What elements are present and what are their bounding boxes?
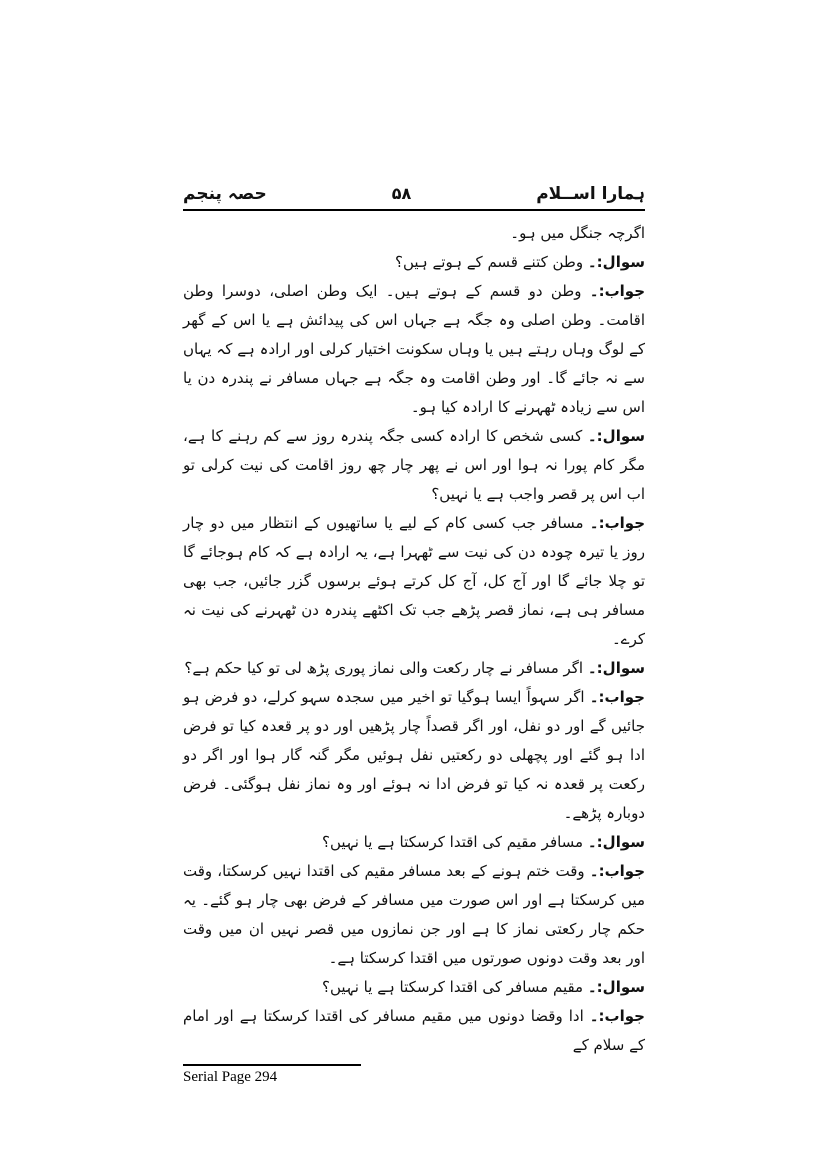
serial-page-footer [183, 1064, 361, 1086]
answer-label: جواب:۔ [589, 1007, 645, 1025]
answer-label: جواب:۔ [589, 282, 645, 300]
answer-text: مسافر جب کسی کام کے لیے یا ساتھیوں کے انتظار میں دو چار روز یا تیرہ چودہ دن کی نیت سے ٹھہرا ہے، یہ ارادہ ہے کہ کام ہوجائے گا تو چلا جائے گا اور آج کل، آج کل کرتے ہوئے برسوں گزر جائیں، جب بھی مسافر ہی ہے، نماز قصر پڑھے جب تک اکٹھے پندرہ دن ٹھہرنے کی نیت نہ کرے۔ [183, 514, 645, 648]
answer-paragraph [183, 1002, 645, 1060]
serial-page-text: Serial Page 294 [183, 1069, 278, 1085]
answer-label: جواب:۔ [589, 514, 645, 532]
paragraph-text: اگرچہ جنگل میں ہو۔ [510, 224, 645, 242]
page-number: ۵۸ [391, 184, 412, 203]
question-label: سوال:۔ [587, 253, 645, 271]
page-header [183, 183, 645, 211]
book-title: ہمارا اســلام [536, 184, 645, 204]
question-text: مقیم مسافر کی اقتدا کرسکتا ہے یا نہیں؟ [322, 978, 584, 996]
body-text [183, 219, 645, 1060]
question-paragraph [183, 973, 645, 1002]
answer-label: جواب:۔ [589, 862, 645, 880]
question-paragraph [183, 422, 645, 509]
answer-paragraph [183, 857, 645, 973]
answer-text: اگر سہواً ایسا ہوگیا تو اخیر میں سجدہ سہو کرلے، دو فرض ہو جائیں گے اور دو نفل، اور اگر قصداً چار پڑھیں اور دو پر قعدہ کیا تو فرض ادا ہو گئے اور پچھلی دو رکعتیں نفل ہوئیں مگر گنہ گار ہوا اور اگر دو رکعت پر قعدہ نہ کیا تو فرض ادا نہ ہوئے اور وہ نماز نفل ہوگئی۔ فرض دوبارہ پڑھے۔ [183, 688, 645, 822]
question-text: اگر مسافر نے چار رکعت والی نماز پوری پڑھ لی تو کیا حکم ہے؟ [184, 659, 584, 677]
question-label: سوال:۔ [587, 833, 645, 851]
answer-paragraph [183, 683, 645, 828]
continuation-paragraph [183, 219, 645, 248]
question-text: وطن کتنے قسم کے ہوتے ہیں؟ [395, 253, 584, 271]
question-label: سوال:۔ [587, 659, 645, 677]
question-text: کسی شخص کا ارادہ کسی جگہ پندرہ روز سے کم رہنے کا ہے، مگر کام پورا نہ ہوا اور اس نے پھر چار چھ روز اقامت کی نیت کرلی تو اب اس پر قصر واجب ہے یا نہیں؟ [183, 427, 645, 503]
answer-text: وقت ختم ہونے کے بعد مسافر مقیم کی اقتدا نہیں کرسکتا، وقت میں کرسکتا ہے اور اس صورت میں مسافر کے فرض بھی چار ہو گئے۔ یہ حکم چار رکعتی نماز کا ہے اور جن نمازوں میں قصر نہیں ان میں وقت اور بعد وقت دونوں صورتوں میں اقتدا کرسکتا ہے۔ [183, 862, 645, 967]
page-content-area [183, 183, 645, 1086]
answer-paragraph [183, 509, 645, 654]
section-title: حصہ پنجم [183, 184, 267, 204]
answer-paragraph [183, 277, 645, 422]
answer-label: جواب:۔ [589, 688, 645, 706]
question-text: مسافر مقیم کی اقتدا کرسکتا ہے یا نہیں؟ [322, 833, 584, 851]
question-paragraph [183, 248, 645, 277]
question-label: سوال:۔ [587, 978, 645, 996]
answer-text: وطن دو قسم کے ہوتے ہیں۔ ایک وطن اصلی، دوسرا وطن اقامت۔ وطن اصلی وہ جگہ ہے جہاں اس کی پیدائش ہے یا اس کے گھر کے لوگ وہاں رہتے ہیں یا وہاں سکونت اختیار کرلی اور ارادہ ہے کہ یہاں سے نہ جائے گا۔ اور وطن اقامت وہ جگہ ہے جہاں مسافر نے پندرہ دن یا اس سے زیادہ ٹھہرنے کا ارادہ کیا ہو۔ [183, 282, 645, 416]
question-paragraph [183, 654, 645, 683]
answer-text: ادا وقضا دونوں میں مقیم مسافر کی اقتدا کرسکتا ہے اور امام کے سلام کے [183, 1007, 645, 1054]
question-paragraph [183, 828, 645, 857]
question-label: سوال:۔ [587, 427, 645, 445]
